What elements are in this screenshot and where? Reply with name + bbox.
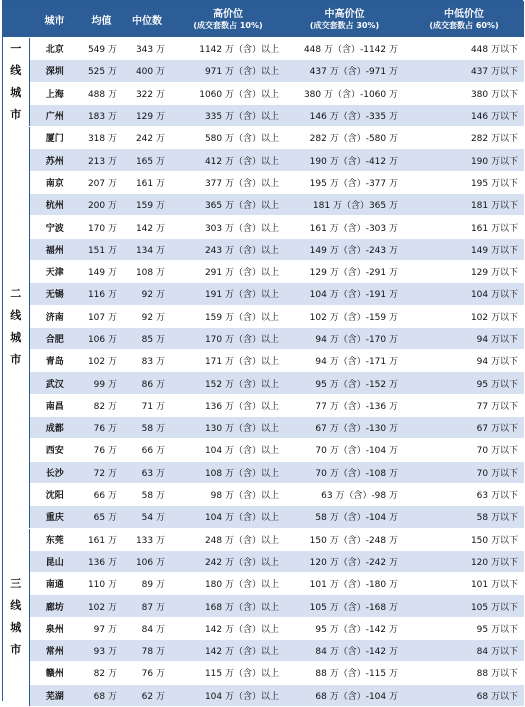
- mid-low-price-cell: 58 万以下: [404, 506, 524, 528]
- mid-low-price-cell: 149 万以下: [404, 238, 524, 260]
- high-price-cell: 98 万（含）以上: [171, 483, 285, 505]
- median-cell: 66 万: [123, 439, 171, 461]
- city-cell: 宁波: [29, 216, 80, 238]
- average-cell: 318 万: [80, 127, 123, 149]
- median-cell: 242 万: [123, 127, 171, 149]
- tier-header: [3, 1, 29, 38]
- tier-label-char: 城: [10, 86, 22, 100]
- city-cell: 南通: [29, 573, 80, 595]
- mid-high-price-subtitle: (成交套数占 30%): [309, 20, 380, 30]
- table-row: [3, 640, 524, 662]
- median-cell: 85 万: [123, 327, 171, 349]
- mid-low-price-subtitle: (成交套数占 60%): [429, 20, 499, 30]
- table-row: [3, 461, 524, 483]
- tier-label-char: 线: [10, 599, 22, 613]
- mid-high-price-cell: 437 万（含）-971 万: [285, 60, 404, 82]
- average-cell: 488 万: [80, 82, 123, 104]
- average-cell: 97 万: [80, 617, 123, 639]
- high-price-cell: 104 万（含）以上: [171, 506, 285, 528]
- high-price-cell: 191 万（含）以上: [171, 283, 285, 305]
- city-cell: 东莞: [29, 528, 80, 550]
- average-cell: 170 万: [80, 216, 123, 238]
- table-row: [3, 573, 524, 595]
- mid-low-price-header: [404, 1, 524, 38]
- mid-high-price-cell: 70 万（含）-104 万: [285, 439, 404, 461]
- mid-low-price-cell: 102 万以下: [404, 305, 524, 327]
- mid-high-price-cell: 94 万（含）-170 万: [285, 327, 404, 349]
- median-cell: 86 万: [123, 372, 171, 394]
- mid-low-price-cell: 104 万以下: [404, 283, 524, 305]
- mid-low-price-cell: 380 万以下: [404, 82, 524, 104]
- tier-label-char: 市: [10, 108, 22, 122]
- mid-low-price-cell: 129 万以下: [404, 260, 524, 282]
- tier-label: [3, 127, 29, 528]
- average-cell: 161 万: [80, 528, 123, 550]
- tier-label-char: 一: [10, 42, 22, 56]
- city-cell: 福州: [29, 238, 80, 260]
- mid-low-price-cell: 105 万以下: [404, 595, 524, 617]
- high-price-cell: 243 万（含）以上: [171, 238, 285, 260]
- high-price-cell: 248 万（含）以上: [171, 528, 285, 550]
- average-cell: 82 万: [80, 394, 123, 416]
- mid-high-price-cell: 101 万（含）-180 万: [285, 573, 404, 595]
- average-cell: 99 万: [80, 372, 123, 394]
- median-cell: 92 万: [123, 305, 171, 327]
- average-cell: 525 万: [80, 60, 123, 82]
- mid-high-price-cell: 58 万（含）-104 万: [285, 506, 404, 528]
- median-cell: 165 万: [123, 149, 171, 171]
- mid-low-price-cell: 84 万以下: [404, 640, 524, 662]
- mid-low-price-cell: 95 万以下: [404, 617, 524, 639]
- mid-low-price-cell: 161 万以下: [404, 216, 524, 238]
- high-price-cell: 104 万（含）以上: [171, 439, 285, 461]
- city-header: 城市: [29, 1, 80, 38]
- average-cell: 72 万: [80, 461, 123, 483]
- mid-high-price-cell: 70 万（含）-108 万: [285, 461, 404, 483]
- average-cell: 213 万: [80, 149, 123, 171]
- high-price-cell: 580 万（含）以上: [171, 127, 285, 149]
- table-row: [3, 595, 524, 617]
- median-cell: 159 万: [123, 194, 171, 216]
- table-row: [3, 327, 524, 349]
- city-cell: 重庆: [29, 506, 80, 528]
- high-price-cell: 136 万（含）以上: [171, 394, 285, 416]
- average-cell: 102 万: [80, 350, 123, 372]
- average-cell: 116 万: [80, 283, 123, 305]
- high-price-cell: 1060 万（含）以上: [171, 82, 285, 104]
- mid-high-price-cell: 77 万（含）-136 万: [285, 394, 404, 416]
- table-row: [3, 662, 524, 684]
- median-cell: 129 万: [123, 104, 171, 126]
- mid-low-price-cell: 448 万以下: [404, 38, 524, 60]
- table-row: [3, 305, 524, 327]
- median-cell: 63 万: [123, 461, 171, 483]
- mid-high-price-cell: 190 万（含）-412 万: [285, 149, 404, 171]
- mid-low-price-cell: 95 万以下: [404, 372, 524, 394]
- table-row: [3, 60, 524, 82]
- median-cell: 343 万: [123, 38, 171, 60]
- mid-low-price-cell: 68 万以下: [404, 684, 524, 706]
- mid-low-price-cell: 70 万以下: [404, 461, 524, 483]
- city-cell: 西安: [29, 439, 80, 461]
- average-header: 均值: [80, 1, 123, 38]
- median-cell: 108 万: [123, 260, 171, 282]
- mid-high-price-cell: 95 万（含）-152 万: [285, 372, 404, 394]
- tier-label-char: 市: [10, 353, 22, 367]
- tier-label-char: 线: [10, 309, 22, 323]
- city-cell: 合肥: [29, 327, 80, 349]
- table-header-row: [3, 1, 524, 38]
- average-cell: 106 万: [80, 327, 123, 349]
- high-price-cell: 335 万（含）以上: [171, 104, 285, 126]
- city-cell: 芜湖: [29, 684, 80, 706]
- mid-high-price-cell: 195 万（含）-377 万: [285, 171, 404, 193]
- mid-high-price-cell: 105 万（含）-168 万: [285, 595, 404, 617]
- average-cell: 82 万: [80, 662, 123, 684]
- mid-high-price-cell: 84 万（含）-142 万: [285, 640, 404, 662]
- city-cell: 广州: [29, 104, 80, 126]
- average-cell: 200 万: [80, 194, 123, 216]
- city-cell: 北京: [29, 38, 80, 60]
- mid-low-price-cell: 101 万以下: [404, 573, 524, 595]
- median-cell: 84 万: [123, 617, 171, 639]
- table-row: [3, 171, 524, 193]
- city-cell: 苏州: [29, 149, 80, 171]
- average-cell: 207 万: [80, 171, 123, 193]
- city-cell: 厦门: [29, 127, 80, 149]
- tier-label-char: 二: [10, 287, 22, 301]
- median-cell: 142 万: [123, 216, 171, 238]
- city-cell: 常州: [29, 640, 80, 662]
- median-cell: 54 万: [123, 506, 171, 528]
- median-cell: 92 万: [123, 283, 171, 305]
- average-cell: 65 万: [80, 506, 123, 528]
- mid-high-price-cell: 102 万（含）-159 万: [285, 305, 404, 327]
- high-price-cell: 159 万（含）以上: [171, 305, 285, 327]
- high-price-cell: 365 万（含）以上: [171, 194, 285, 216]
- price-tier-table-frame: [2, 0, 523, 701]
- city-cell: 上海: [29, 82, 80, 104]
- mid-low-price-cell: 94 万以下: [404, 350, 524, 372]
- mid-low-price-title: 中低价位: [444, 8, 484, 20]
- city-cell: 南昌: [29, 394, 80, 416]
- median-cell: 76 万: [123, 662, 171, 684]
- mid-low-price-cell: 181 万以下: [404, 194, 524, 216]
- median-cell: 322 万: [123, 82, 171, 104]
- tier-label: [3, 38, 29, 127]
- table-row: [3, 194, 524, 216]
- mid-low-price-cell: 88 万以下: [404, 662, 524, 684]
- average-cell: 76 万: [80, 439, 123, 461]
- city-cell: 深圳: [29, 60, 80, 82]
- median-cell: 62 万: [123, 684, 171, 706]
- high-price-subtitle: (成交套数占 10%): [193, 20, 263, 30]
- city-cell: 济南: [29, 305, 80, 327]
- city-cell: 昆山: [29, 550, 80, 572]
- high-price-cell: 142 万（含）以上: [171, 617, 285, 639]
- mid-high-price-title: 中高价位: [324, 8, 365, 20]
- high-price-title: 高价位: [213, 8, 243, 20]
- mid-high-price-cell: 63 万（含）-98 万: [285, 483, 404, 505]
- average-cell: 93 万: [80, 640, 123, 662]
- table-row: [3, 483, 524, 505]
- high-price-cell: 180 万（含）以上: [171, 573, 285, 595]
- median-cell: 58 万: [123, 483, 171, 505]
- mid-high-price-cell: 104 万（含）-191 万: [285, 283, 404, 305]
- city-cell: 沈阳: [29, 483, 80, 505]
- mid-low-price-cell: 190 万以下: [404, 149, 524, 171]
- high-price-cell: 242 万（含）以上: [171, 550, 285, 572]
- mid-high-price-cell: 88 万（含）-115 万: [285, 662, 404, 684]
- median-cell: 106 万: [123, 550, 171, 572]
- mid-high-price-cell: 129 万（含）-291 万: [285, 260, 404, 282]
- mid-low-price-cell: 70 万以下: [404, 439, 524, 461]
- city-cell: 廊坊: [29, 595, 80, 617]
- mid-high-price-cell: 120 万（含）-242 万: [285, 550, 404, 572]
- average-cell: 76 万: [80, 417, 123, 439]
- city-cell: 泉州: [29, 617, 80, 639]
- table-row: [3, 617, 524, 639]
- high-price-cell: 170 万（含）以上: [171, 327, 285, 349]
- median-cell: 89 万: [123, 573, 171, 595]
- median-cell: 400 万: [123, 60, 171, 82]
- tier-label-char: 市: [10, 643, 22, 657]
- mid-low-price-cell: 146 万以下: [404, 104, 524, 126]
- high-price-cell: 142 万（含）以上: [171, 640, 285, 662]
- high-price-cell: 130 万（含）以上: [171, 417, 285, 439]
- high-price-cell: 171 万（含）以上: [171, 350, 285, 372]
- table-row: [3, 417, 524, 439]
- table-row: [3, 394, 524, 416]
- average-cell: 68 万: [80, 684, 123, 706]
- mid-low-price-cell: 120 万以下: [404, 550, 524, 572]
- median-cell: 71 万: [123, 394, 171, 416]
- table-row: [3, 82, 524, 104]
- city-cell: 武汉: [29, 372, 80, 394]
- tier-label: [3, 528, 29, 706]
- mid-high-price-cell: 67 万（含）-130 万: [285, 417, 404, 439]
- high-price-cell: 377 万（含）以上: [171, 171, 285, 193]
- table-row: [3, 38, 524, 60]
- mid-high-price-cell: 68 万（含）-104 万: [285, 684, 404, 706]
- table-row: [3, 127, 524, 149]
- median-cell: 78 万: [123, 640, 171, 662]
- mid-high-price-cell: 380 万（含）-1060 万: [285, 82, 404, 104]
- average-cell: 102 万: [80, 595, 123, 617]
- tier-label-char: 城: [10, 621, 22, 635]
- average-cell: 136 万: [80, 550, 123, 572]
- median-cell: 83 万: [123, 350, 171, 372]
- city-cell: 无锡: [29, 283, 80, 305]
- mid-low-price-cell: 282 万以下: [404, 127, 524, 149]
- median-cell: 134 万: [123, 238, 171, 260]
- table-row: [3, 506, 524, 528]
- average-cell: 110 万: [80, 573, 123, 595]
- table-row: [3, 238, 524, 260]
- mid-low-price-cell: 437 万以下: [404, 60, 524, 82]
- table-row: [3, 550, 524, 572]
- mid-high-price-cell: 94 万（含）-171 万: [285, 350, 404, 372]
- mid-high-price-cell: 181 万（含）365 万: [285, 194, 404, 216]
- city-cell: 赣州: [29, 662, 80, 684]
- high-price-cell: 291 万（含）以上: [171, 260, 285, 282]
- table-row: [3, 350, 524, 372]
- high-price-cell: 152 万（含）以上: [171, 372, 285, 394]
- city-cell: 成都: [29, 417, 80, 439]
- mid-high-price-cell: 161 万（含）-303 万: [285, 216, 404, 238]
- high-price-cell: 412 万（含）以上: [171, 149, 285, 171]
- median-cell: 87 万: [123, 595, 171, 617]
- median-header: 中位数: [123, 1, 171, 38]
- high-price-cell: 971 万（含）以上: [171, 60, 285, 82]
- median-cell: 161 万: [123, 171, 171, 193]
- high-price-cell: 303 万（含）以上: [171, 216, 285, 238]
- mid-low-price-cell: 94 万以下: [404, 327, 524, 349]
- mid-high-price-cell: 149 万（含）-243 万: [285, 238, 404, 260]
- average-cell: 149 万: [80, 260, 123, 282]
- average-cell: 549 万: [80, 38, 123, 60]
- price-tier-table: [3, 1, 524, 707]
- mid-low-price-cell: 63 万以下: [404, 483, 524, 505]
- high-price-cell: 104 万（含）以上: [171, 684, 285, 706]
- average-cell: 151 万: [80, 238, 123, 260]
- mid-high-price-header: [285, 1, 404, 38]
- city-cell: 南京: [29, 171, 80, 193]
- mid-high-price-cell: 150 万（含）-248 万: [285, 528, 404, 550]
- average-cell: 107 万: [80, 305, 123, 327]
- city-cell: 长沙: [29, 461, 80, 483]
- table-row: [3, 149, 524, 171]
- mid-high-price-cell: 146 万（含）-335 万: [285, 104, 404, 126]
- high-price-cell: 108 万（含）以上: [171, 461, 285, 483]
- mid-high-price-cell: 95 万（含）-142 万: [285, 617, 404, 639]
- high-price-cell: 115 万（含）以上: [171, 662, 285, 684]
- average-cell: 183 万: [80, 104, 123, 126]
- tier-label-char: 城: [10, 331, 22, 345]
- tier-label-char: 三: [10, 577, 22, 591]
- city-cell: 青岛: [29, 350, 80, 372]
- mid-high-price-cell: 282 万（含）-580 万: [285, 127, 404, 149]
- table-row: [3, 528, 524, 550]
- high-price-cell: 168 万（含）以上: [171, 595, 285, 617]
- table-row: [3, 684, 524, 706]
- mid-low-price-cell: 67 万以下: [404, 417, 524, 439]
- table-row: [3, 372, 524, 394]
- table-row: [3, 439, 524, 461]
- high-price-cell: 1142 万（含）以上: [171, 38, 285, 60]
- mid-low-price-cell: 150 万以下: [404, 528, 524, 550]
- mid-low-price-cell: 195 万以下: [404, 171, 524, 193]
- table-row: [3, 216, 524, 238]
- median-cell: 58 万: [123, 417, 171, 439]
- table-row: [3, 104, 524, 126]
- city-cell: 杭州: [29, 194, 80, 216]
- table-row: [3, 260, 524, 282]
- city-cell: 天津: [29, 260, 80, 282]
- median-cell: 133 万: [123, 528, 171, 550]
- mid-high-price-cell: 448 万（含）-1142 万: [285, 38, 404, 60]
- mid-low-price-cell: 77 万以下: [404, 394, 524, 416]
- average-cell: 66 万: [80, 483, 123, 505]
- table-body: [3, 38, 524, 707]
- tier-label-char: 线: [10, 64, 22, 78]
- high-price-header: [171, 1, 285, 38]
- table-row: [3, 283, 524, 305]
